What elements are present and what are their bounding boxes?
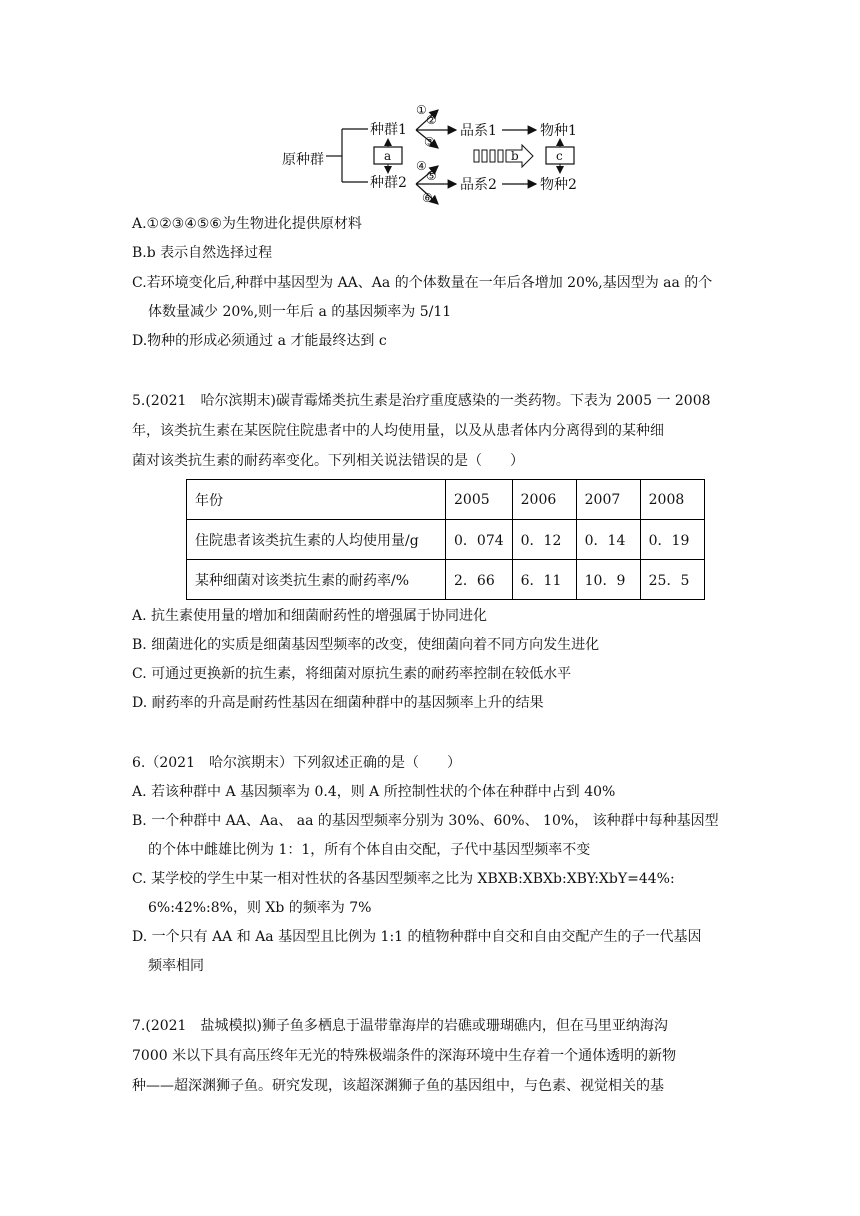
- table-cell: 25．5: [640, 560, 704, 600]
- q7-stem-line2: 7000 米以下具有高压终年无光的特殊极端条件的深海环境中生存着一个通体透明的新物: [132, 1048, 677, 1064]
- q6-option-d-line1: D. 一个只有 AA 和 Aa 基因型且比例为 1:1 的植物种群中自交和自由交配产生的子一代基因: [132, 929, 702, 945]
- q7-stem-line3: 种——超深渊狮子鱼。研究发现，该超深渊狮子鱼的基因组中，与色素、视觉相关的基: [132, 1078, 664, 1094]
- strain-2-label: 品系2: [460, 177, 497, 193]
- table-cell: 0．12: [512, 520, 576, 560]
- arrow-label-1: ①: [416, 103, 427, 117]
- q4-option-b: B.b 表示自然选择过程: [132, 245, 273, 261]
- table-header-row: [187, 480, 705, 520]
- table-cell: 年份: [187, 480, 446, 520]
- isolation-bar-1: [474, 150, 479, 162]
- q5-option-c: C. 可通过更换新的抗生素，将细菌对原抗生素的耐药率控制在较低水平: [132, 666, 572, 682]
- population-2-label: 种群2: [370, 175, 407, 191]
- table-cell: 2007: [576, 480, 640, 520]
- q6-option-c-line2: 6%:42%:8%，则 Xb 的频率为 7%: [148, 900, 372, 916]
- isolation-bar-3: [490, 150, 495, 162]
- table-cell: 2008: [640, 480, 704, 520]
- strain-1-label: 品系1: [460, 123, 497, 139]
- table-row: [187, 520, 705, 560]
- q5-option-d: D. 耐药率的升高是耐药性基因在细菌种群中的基因频率上升的结果: [132, 695, 544, 711]
- table-cell: 0．074: [446, 520, 513, 560]
- q4-option-c-line1: C.若环境变化后,种群中基因型为 AA、Aa 的个体数量在一年后各增加 20%,基因型为 aa 的个: [132, 275, 713, 291]
- isolation-bar-4: [498, 150, 503, 162]
- q4-option-d: D.物种的形成必须通过 a 才能最终达到 c: [132, 333, 387, 349]
- table-cell: 10．9: [576, 560, 640, 600]
- isolation-bar-2: [482, 150, 487, 162]
- box-a-label: a: [384, 149, 392, 163]
- q5-stem-line3: 菌对该类抗生素的耐药率变化。下列相关说法错误的是（ ）: [132, 453, 524, 469]
- arrow-label-4: ④: [416, 159, 427, 173]
- speciation-diagram: [270, 98, 600, 210]
- q6-option-b-line2: 的个体中雌雄比例为 1：1，所有个体自由交配，子代中基因型频率不变: [148, 842, 591, 858]
- table-cell: 0．19: [640, 520, 704, 560]
- antibiotic-table: [186, 479, 705, 600]
- q4-option-a: A.①②③④⑤⑥为生物进化提供原材料: [132, 216, 362, 232]
- q6-option-c-line1: C. 某学校的学生中某一相对性状的各基因型频率之比为 XBXB:XBXb:XBY:XbY=44%:: [132, 871, 675, 887]
- table-cell: 2006: [512, 480, 576, 520]
- species-1-label: 物种1: [540, 123, 577, 139]
- table-cell: 2．66: [446, 560, 513, 600]
- arrow-label-2: ②: [426, 113, 437, 127]
- q5-stem-line2: 年，该类抗生素在某医院住院患者中的人均使用量，以及从患者体内分离得到的某种细: [132, 423, 664, 439]
- arrow-label-3: ③: [424, 135, 435, 149]
- q5-option-b: B. 细菌进化的实质是细菌基因型频率的改变，使细菌向着不同方向发生进化: [132, 637, 600, 653]
- q6-option-b-line1: B. 一个种群中 AA、Aa、 aa 的基因型频率分别为 30%、60%、 10%， 该种群中每种基因型: [132, 813, 719, 829]
- arrow-label-5: ⑤: [426, 169, 437, 183]
- table-cell: 2005: [446, 480, 513, 520]
- arrow-label-6: ⑥: [422, 191, 433, 205]
- box-c-label: c: [556, 149, 563, 163]
- q5-stem-line1: 5.(2021 哈尔滨期末)碳青霉烯类抗生素是治疗重度感染的一类药物。下表为 2005 一 2008: [132, 393, 711, 409]
- population-1-label: 种群1: [370, 122, 407, 138]
- table-cell: 0．14: [576, 520, 640, 560]
- table-cell: 6．11: [512, 560, 576, 600]
- q6-option-a: A. 若该种群中 A 基因频率为 0.4，则 A 所控制性状的个体在种群中占到 40%: [132, 784, 616, 800]
- q6-option-d-line2: 频率相同: [148, 958, 204, 974]
- q5-option-a: A. 抗生素使用量的增加和细菌耐药性的增强属于协同进化: [132, 608, 488, 624]
- box-b-label: b: [511, 149, 519, 163]
- table-cell: 某种细菌对该类抗生素的耐药率/%: [187, 560, 446, 600]
- q7-stem-line1: 7.(2021 盐城模拟)狮子鱼多栖息于温带靠海岸的岩礁或珊瑚礁内，但在马里亚纳海沟: [132, 1018, 668, 1034]
- species-2-label: 物种2: [540, 177, 577, 193]
- table-row: [187, 560, 705, 600]
- origin-population-label: 原种群: [282, 152, 324, 168]
- q6-stem: 6.（2021 哈尔滨期末）下列叙述正确的是（ ）: [132, 755, 461, 771]
- q4-option-c-line2: 体数量减少 20%,则一年后 a 的基因频率为 5/11: [148, 304, 452, 320]
- table-cell: 住院患者该类抗生素的人均使用量/g: [187, 520, 446, 560]
